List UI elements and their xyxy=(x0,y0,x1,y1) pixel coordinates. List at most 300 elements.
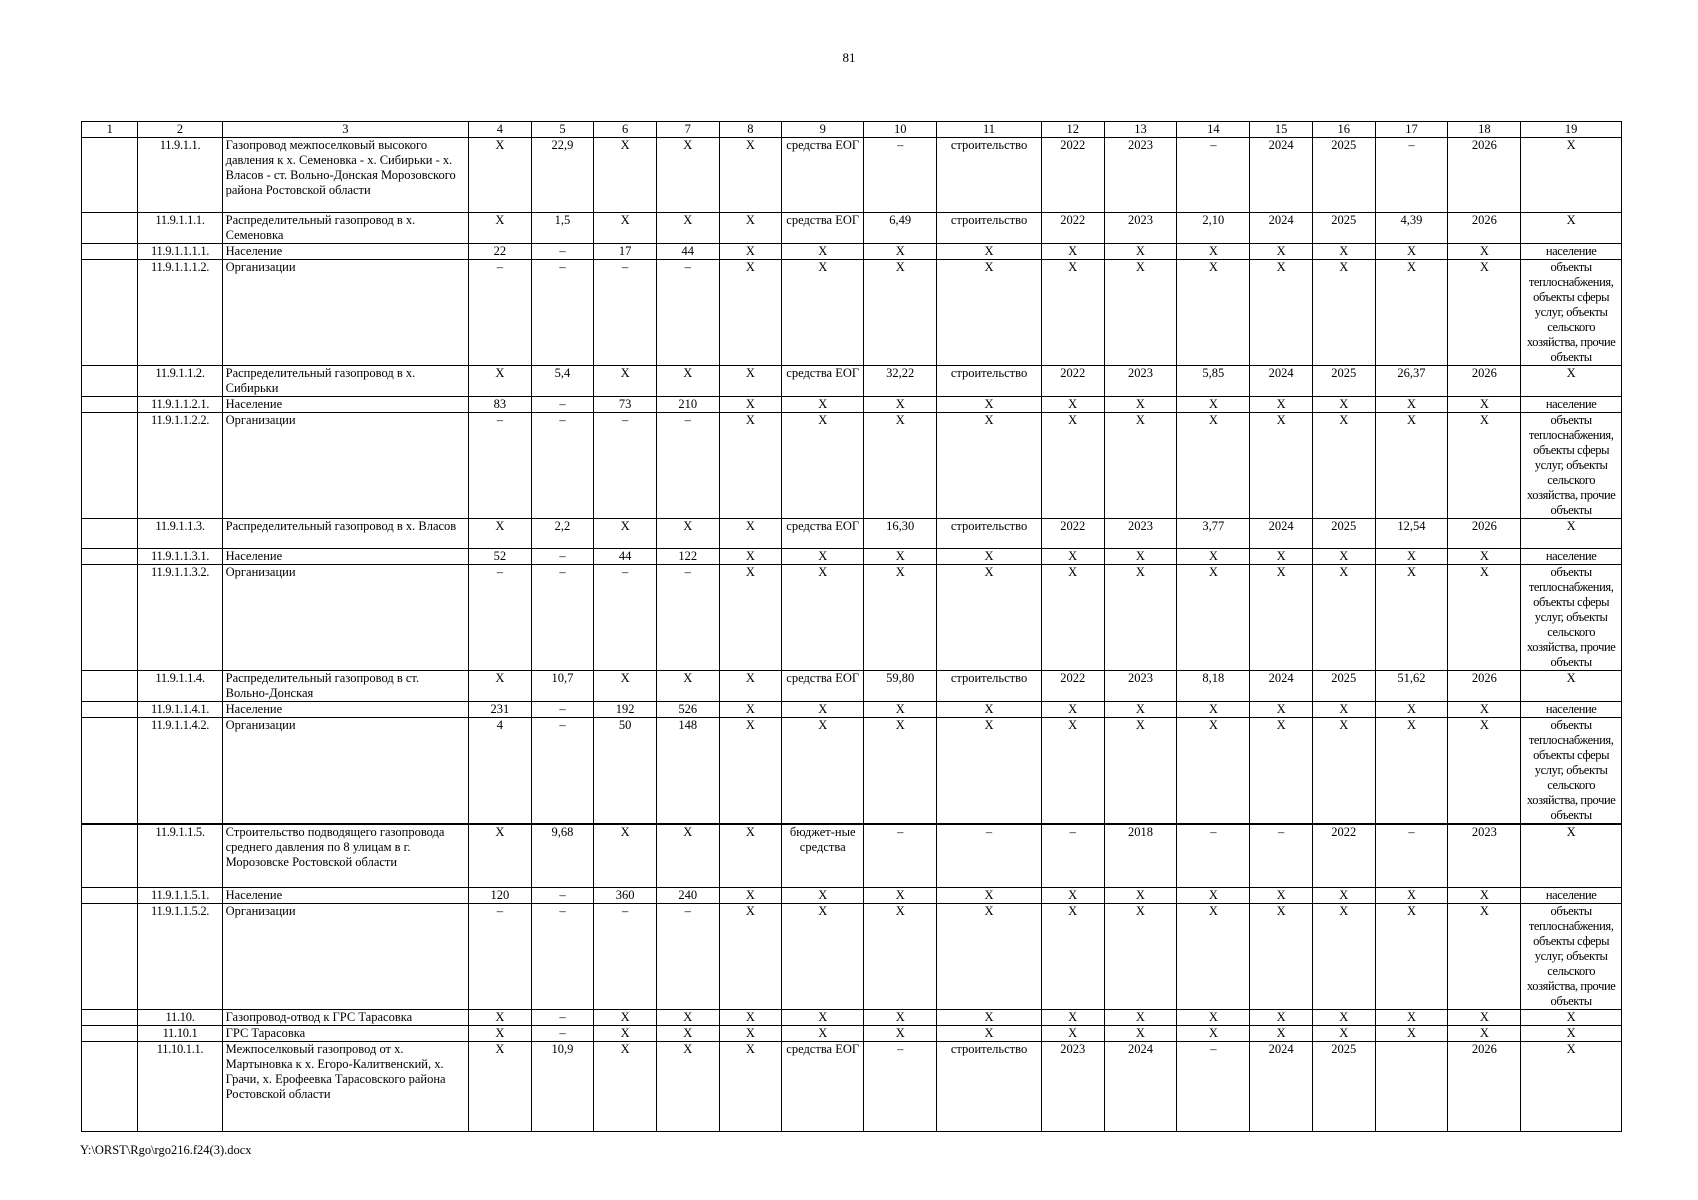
cell: Х xyxy=(1521,1041,1622,1131)
cell-name: Распределительный газопровод в ст. Вольно-Донская xyxy=(222,671,468,702)
cell: 192 xyxy=(594,702,657,718)
cell: – xyxy=(531,887,594,903)
data-table xyxy=(81,121,1622,1132)
cell: – xyxy=(1177,138,1250,213)
cell: Х xyxy=(1521,824,1622,887)
cell: 2025 xyxy=(1312,366,1375,397)
cell: 16,30 xyxy=(864,519,937,549)
cell: 2026 xyxy=(1448,366,1521,397)
cell: – xyxy=(656,260,719,366)
cell: 2025 xyxy=(1312,213,1375,244)
cell: Х xyxy=(1104,887,1177,903)
cell: Х xyxy=(864,903,937,1009)
cell-code: 11.9.1.1.4.1. xyxy=(138,702,222,718)
cell: Х xyxy=(937,1025,1042,1041)
cell: Х xyxy=(1041,702,1104,718)
cell-blank xyxy=(82,565,138,671)
cell: Х xyxy=(1448,702,1521,718)
header-cell-19: 19 xyxy=(1521,122,1622,138)
cell: 2024 xyxy=(1250,519,1313,549)
cell: – xyxy=(656,565,719,671)
cell: Х xyxy=(1177,565,1250,671)
cell: 5,4 xyxy=(531,366,594,397)
header-cell-2: 2 xyxy=(138,122,222,138)
cell: Х xyxy=(1250,397,1313,413)
cell: – xyxy=(864,1041,937,1131)
cell: Х xyxy=(719,260,782,366)
cell: Х xyxy=(1041,397,1104,413)
cell: Х xyxy=(1104,1025,1177,1041)
cell: Х xyxy=(719,718,782,825)
header-row xyxy=(82,122,1622,138)
cell: Х xyxy=(1448,887,1521,903)
cell-code: 11.9.1.1.3.2. xyxy=(138,565,222,671)
cell: Х xyxy=(864,702,937,718)
cell: – xyxy=(531,549,594,565)
cell: Х xyxy=(864,549,937,565)
cell: Х xyxy=(719,565,782,671)
table-row xyxy=(82,413,1622,519)
table-row xyxy=(82,213,1622,244)
header-cell-8: 8 xyxy=(719,122,782,138)
cell: Х xyxy=(1312,903,1375,1009)
cell: Х xyxy=(1177,1009,1250,1025)
cell: Х xyxy=(1448,413,1521,519)
cell: Х xyxy=(1375,1009,1448,1025)
cell: Х xyxy=(1375,887,1448,903)
cell: Х xyxy=(656,519,719,549)
cell: Х xyxy=(594,213,657,244)
cell: 2025 xyxy=(1312,519,1375,549)
cell: Х xyxy=(1177,887,1250,903)
cell: Х xyxy=(469,824,532,887)
header-cell-12: 12 xyxy=(1041,122,1104,138)
cell: Х xyxy=(1041,1009,1104,1025)
cell: Х xyxy=(937,702,1042,718)
cell: 231 xyxy=(469,702,532,718)
cell-blank xyxy=(82,1009,138,1025)
cell: Х xyxy=(1375,718,1448,825)
cell-name: Распределительный газопровод в х. Сибирьки xyxy=(222,366,468,397)
cell: 2022 xyxy=(1041,671,1104,702)
cell: средства ЕОГ xyxy=(782,138,864,213)
cell: – xyxy=(531,413,594,519)
cell: Х xyxy=(864,1009,937,1025)
cell: Х xyxy=(1448,903,1521,1009)
cell: Х xyxy=(864,397,937,413)
cell: 44 xyxy=(594,549,657,565)
cell: Х xyxy=(1250,244,1313,260)
cell: 44 xyxy=(656,244,719,260)
cell: 2023 xyxy=(1041,1041,1104,1131)
cell: Х xyxy=(656,138,719,213)
cell: 1,5 xyxy=(531,213,594,244)
cell-blank xyxy=(82,397,138,413)
cell: – xyxy=(531,565,594,671)
cell: 50 xyxy=(594,718,657,825)
cell: Х xyxy=(719,549,782,565)
cell: Х xyxy=(1177,702,1250,718)
cell: Х xyxy=(937,1009,1042,1025)
cell: Х xyxy=(594,138,657,213)
cell-name: Организации xyxy=(222,903,468,1009)
cell: Х xyxy=(782,260,864,366)
cell: Х xyxy=(1312,1025,1375,1041)
cell-code: 11.9.1.1.2.1. xyxy=(138,397,222,413)
cell: 2023 xyxy=(1104,671,1177,702)
header-cell-16: 16 xyxy=(1312,122,1375,138)
cell: Х xyxy=(469,1041,532,1131)
cell: Х xyxy=(469,519,532,549)
cell-note: население xyxy=(1521,702,1622,718)
cell: Х xyxy=(1104,1009,1177,1025)
footer-file-path: Y:\ORST\Rgo\rgo216.f24(3).docx xyxy=(80,1143,252,1157)
cell: Х xyxy=(1448,397,1521,413)
cell: 2025 xyxy=(1312,138,1375,213)
cell: Х xyxy=(864,718,937,825)
cell: Х xyxy=(1375,260,1448,366)
header-cell-3: 3 xyxy=(222,122,468,138)
cell: 2022 xyxy=(1041,366,1104,397)
header-cell-11: 11 xyxy=(937,122,1042,138)
cell-note: население xyxy=(1521,244,1622,260)
cell: 2024 xyxy=(1250,671,1313,702)
cell: – xyxy=(469,903,532,1009)
cell-blank xyxy=(82,1025,138,1041)
cell-blank xyxy=(82,413,138,519)
cell: Х xyxy=(1448,260,1521,366)
cell: – xyxy=(531,1009,594,1025)
table-row xyxy=(82,549,1622,565)
table-row xyxy=(82,1041,1622,1131)
cell: 3,77 xyxy=(1177,519,1250,549)
cell: Х xyxy=(782,565,864,671)
cell: Х xyxy=(1104,260,1177,366)
cell-note: объекты теплоснабжения, объекты сферы услуг, объекты сельского хозяйства, прочие объекты xyxy=(1521,718,1622,825)
cell: строительство xyxy=(937,213,1042,244)
cell: Х xyxy=(1041,244,1104,260)
cell: 8,18 xyxy=(1177,671,1250,702)
cell: Х xyxy=(782,887,864,903)
cell: Х xyxy=(1521,519,1622,549)
cell: Х xyxy=(1375,549,1448,565)
cell: Х xyxy=(864,887,937,903)
cell-name: Межпоселковый газопровод от х. Мартыновка к х. Егоро-Калитвенский, х. Грачи, х. Ерофеевка Тарасовского района Ростовской области xyxy=(222,1041,468,1131)
cell: Х xyxy=(1177,397,1250,413)
cell: Х xyxy=(1312,718,1375,825)
cell-code: 11.9.1.1.5.1. xyxy=(138,887,222,903)
cell: 240 xyxy=(656,887,719,903)
cell: 2022 xyxy=(1041,213,1104,244)
cell-blank xyxy=(82,824,138,887)
cell-note: объекты теплоснабжения, объекты сферы услуг, объекты сельского хозяйства, прочие объекты xyxy=(1521,565,1622,671)
cell: – xyxy=(864,138,937,213)
header-cell-15: 15 xyxy=(1250,122,1313,138)
cell: 122 xyxy=(656,549,719,565)
cell: – xyxy=(1375,824,1448,887)
cell: Х xyxy=(719,1041,782,1131)
cell-code: 11.9.1.1.1.2. xyxy=(138,260,222,366)
cell: Х xyxy=(1177,244,1250,260)
cell: Х xyxy=(1104,718,1177,825)
cell: 10,7 xyxy=(531,671,594,702)
cell: Х xyxy=(719,413,782,519)
cell-code: 11.9.1.1.4.2. xyxy=(138,718,222,825)
cell: средства ЕОГ xyxy=(782,1041,864,1131)
table-row xyxy=(82,1009,1622,1025)
cell: Х xyxy=(937,887,1042,903)
cell: – xyxy=(594,260,657,366)
cell: Х xyxy=(656,213,719,244)
header-cell-4: 4 xyxy=(469,122,532,138)
cell: 2024 xyxy=(1250,1041,1313,1131)
cell: Х xyxy=(1041,1025,1104,1041)
cell: Х xyxy=(1250,1025,1313,1041)
header-cell-13: 13 xyxy=(1104,122,1177,138)
cell-code: 11.9.1.1.5.2. xyxy=(138,903,222,1009)
cell: – xyxy=(531,397,594,413)
cell-name: Газопровод-отвод к ГРС Тарасовка xyxy=(222,1009,468,1025)
cell: 2024 xyxy=(1104,1041,1177,1131)
cell: 17 xyxy=(594,244,657,260)
cell: 2023 xyxy=(1104,366,1177,397)
cell: Х xyxy=(719,671,782,702)
table-row xyxy=(82,824,1622,887)
cell: Х xyxy=(1104,903,1177,1009)
table-row xyxy=(82,702,1622,718)
cell: Х xyxy=(782,903,864,1009)
cell: Х xyxy=(469,1009,532,1025)
cell: Х xyxy=(1312,413,1375,519)
cell: Х xyxy=(719,366,782,397)
cell: 2022 xyxy=(1041,519,1104,549)
cell: – xyxy=(531,1025,594,1041)
table-row xyxy=(82,1025,1622,1041)
cell: Х xyxy=(1521,1025,1622,1041)
cell: – xyxy=(531,260,594,366)
cell: Х xyxy=(1312,244,1375,260)
cell: Х xyxy=(1521,671,1622,702)
cell-code: 11.9.1.1.5. xyxy=(138,824,222,887)
cell: Х xyxy=(1312,397,1375,413)
cell: Х xyxy=(594,824,657,887)
table-row xyxy=(82,244,1622,260)
cell: 73 xyxy=(594,397,657,413)
cell-code: 11.9.1.1.3. xyxy=(138,519,222,549)
cell: 52 xyxy=(469,549,532,565)
cell: Х xyxy=(594,1009,657,1025)
cell: Х xyxy=(719,244,782,260)
cell: 2026 xyxy=(1448,671,1521,702)
table-row xyxy=(82,887,1622,903)
cell: Х xyxy=(1041,260,1104,366)
cell: Х xyxy=(594,366,657,397)
cell: Х xyxy=(782,702,864,718)
cell: Х xyxy=(1521,366,1622,397)
header-cell-6: 6 xyxy=(594,122,657,138)
table-row xyxy=(82,366,1622,397)
cell: Х xyxy=(719,397,782,413)
cell-code: 11.9.1.1.1.1. xyxy=(138,244,222,260)
cell: 2022 xyxy=(1041,138,1104,213)
cell: Х xyxy=(1312,260,1375,366)
cell: бюджет-ные средства xyxy=(782,824,864,887)
page-number: 81 xyxy=(842,50,856,65)
cell: 2023 xyxy=(1104,213,1177,244)
cell: Х xyxy=(1041,903,1104,1009)
cell: Х xyxy=(782,718,864,825)
cell-note: объекты теплоснабжения, объекты сферы услуг, объекты сельского хозяйства, прочие объекты xyxy=(1521,413,1622,519)
cell: 210 xyxy=(656,397,719,413)
header-cell-9: 9 xyxy=(782,122,864,138)
cell: Х xyxy=(1250,903,1313,1009)
cell-blank xyxy=(82,244,138,260)
cell: Х xyxy=(469,366,532,397)
cell: Х xyxy=(1375,397,1448,413)
cell: Х xyxy=(1521,1009,1622,1025)
cell: Х xyxy=(1521,213,1622,244)
cell: Х xyxy=(1448,718,1521,825)
cell: 2024 xyxy=(1250,138,1313,213)
header-cell-10: 10 xyxy=(864,122,937,138)
cell: 2026 xyxy=(1448,213,1521,244)
cell: 2026 xyxy=(1448,519,1521,549)
cell: Х xyxy=(1375,244,1448,260)
cell: Х xyxy=(1104,565,1177,671)
cell-note: объекты теплоснабжения, объекты сферы услуг, объекты сельского хозяйства, прочие объекты xyxy=(1521,903,1622,1009)
cell: Х xyxy=(864,244,937,260)
cell: Х xyxy=(782,1009,864,1025)
cell: Х xyxy=(782,413,864,519)
cell: Х xyxy=(469,1025,532,1041)
cell: Х xyxy=(1448,549,1521,565)
cell: 2023 xyxy=(1104,519,1177,549)
cell: Х xyxy=(864,260,937,366)
cell: 526 xyxy=(656,702,719,718)
cell: Х xyxy=(656,671,719,702)
table-row xyxy=(82,260,1622,366)
cell: Х xyxy=(1104,549,1177,565)
cell: 2,10 xyxy=(1177,213,1250,244)
cell: 32,22 xyxy=(864,366,937,397)
cell: Х xyxy=(1375,903,1448,1009)
cell-note: объекты теплоснабжения, объекты сферы услуг, объекты сельского хозяйства, прочие объекты xyxy=(1521,260,1622,366)
cell: Х xyxy=(937,718,1042,825)
header-cell-17: 17 xyxy=(1375,122,1448,138)
cell-code: 11.10.1 xyxy=(138,1025,222,1041)
cell-blank xyxy=(82,702,138,718)
cell: 2018 xyxy=(1104,824,1177,887)
cell: – xyxy=(656,413,719,519)
cell: 4,39 xyxy=(1375,213,1448,244)
cell: – xyxy=(864,824,937,887)
cell: 2024 xyxy=(1250,213,1313,244)
table-row xyxy=(82,718,1622,825)
cell: – xyxy=(531,903,594,1009)
cell-blank xyxy=(82,138,138,213)
cell: – xyxy=(1041,824,1104,887)
cell: Х xyxy=(782,244,864,260)
cell: Х xyxy=(937,549,1042,565)
cell: средства ЕОГ xyxy=(782,519,864,549)
cell-note: население xyxy=(1521,887,1622,903)
cell: – xyxy=(469,260,532,366)
cell: 120 xyxy=(469,887,532,903)
cell-name: Население xyxy=(222,549,468,565)
cell-code: 11.10. xyxy=(138,1009,222,1025)
table-row xyxy=(82,138,1622,213)
cell: Х xyxy=(1448,1009,1521,1025)
cell: 2025 xyxy=(1312,1041,1375,1131)
cell-note: население xyxy=(1521,549,1622,565)
cell: строительство xyxy=(937,366,1042,397)
cell: Х xyxy=(1448,244,1521,260)
cell: Х xyxy=(937,565,1042,671)
table-row xyxy=(82,671,1622,702)
cell: – xyxy=(594,903,657,1009)
cell: 2024 xyxy=(1250,366,1313,397)
cell: Х xyxy=(1041,887,1104,903)
cell: 2023 xyxy=(1104,138,1177,213)
cell: Х xyxy=(1250,887,1313,903)
cell: Х xyxy=(1041,413,1104,519)
cell: Х xyxy=(937,903,1042,1009)
cell-code: 11.9.1.1.2.2. xyxy=(138,413,222,519)
cell: 6,49 xyxy=(864,213,937,244)
cell-name: Строительство подводящего газопровода среднего давления по 8 улицам в г. Морозовске Ростовской области xyxy=(222,824,468,887)
cell: Х xyxy=(937,244,1042,260)
cell: Х xyxy=(719,213,782,244)
cell: 10,9 xyxy=(531,1041,594,1131)
cell: Х xyxy=(1104,244,1177,260)
cell: Х xyxy=(469,213,532,244)
cell: 22 xyxy=(469,244,532,260)
cell: – xyxy=(1177,1041,1250,1131)
cell: Х xyxy=(1312,1009,1375,1025)
cell: – xyxy=(656,903,719,1009)
cell: Х xyxy=(1375,1025,1448,1041)
cell: Х xyxy=(937,397,1042,413)
cell: Х xyxy=(864,413,937,519)
cell: – xyxy=(1375,138,1448,213)
cell: Х xyxy=(719,1025,782,1041)
cell: Х xyxy=(656,824,719,887)
cell: Х xyxy=(1177,549,1250,565)
cell: Х xyxy=(594,1025,657,1041)
cell: 12,54 xyxy=(1375,519,1448,549)
cell: 83 xyxy=(469,397,532,413)
cell: Х xyxy=(1521,138,1622,213)
cell-blank xyxy=(82,519,138,549)
cell-blank xyxy=(82,260,138,366)
cell-name: Население xyxy=(222,244,468,260)
cell: Х xyxy=(1104,702,1177,718)
cell-code: 11.9.1.1. xyxy=(138,138,222,213)
cell: Х xyxy=(719,824,782,887)
cell: 2023 xyxy=(1448,824,1521,887)
cell: Х xyxy=(1104,397,1177,413)
cell-blank xyxy=(82,213,138,244)
cell: Х xyxy=(1312,549,1375,565)
cell-name: ГРС Тарасовка xyxy=(222,1025,468,1041)
cell: 148 xyxy=(656,718,719,825)
cell: Х xyxy=(1250,702,1313,718)
cell: строительство xyxy=(937,519,1042,549)
cell: Х xyxy=(1177,903,1250,1009)
cell: Х xyxy=(1104,413,1177,519)
cell: – xyxy=(531,244,594,260)
cell: Х xyxy=(782,1025,864,1041)
